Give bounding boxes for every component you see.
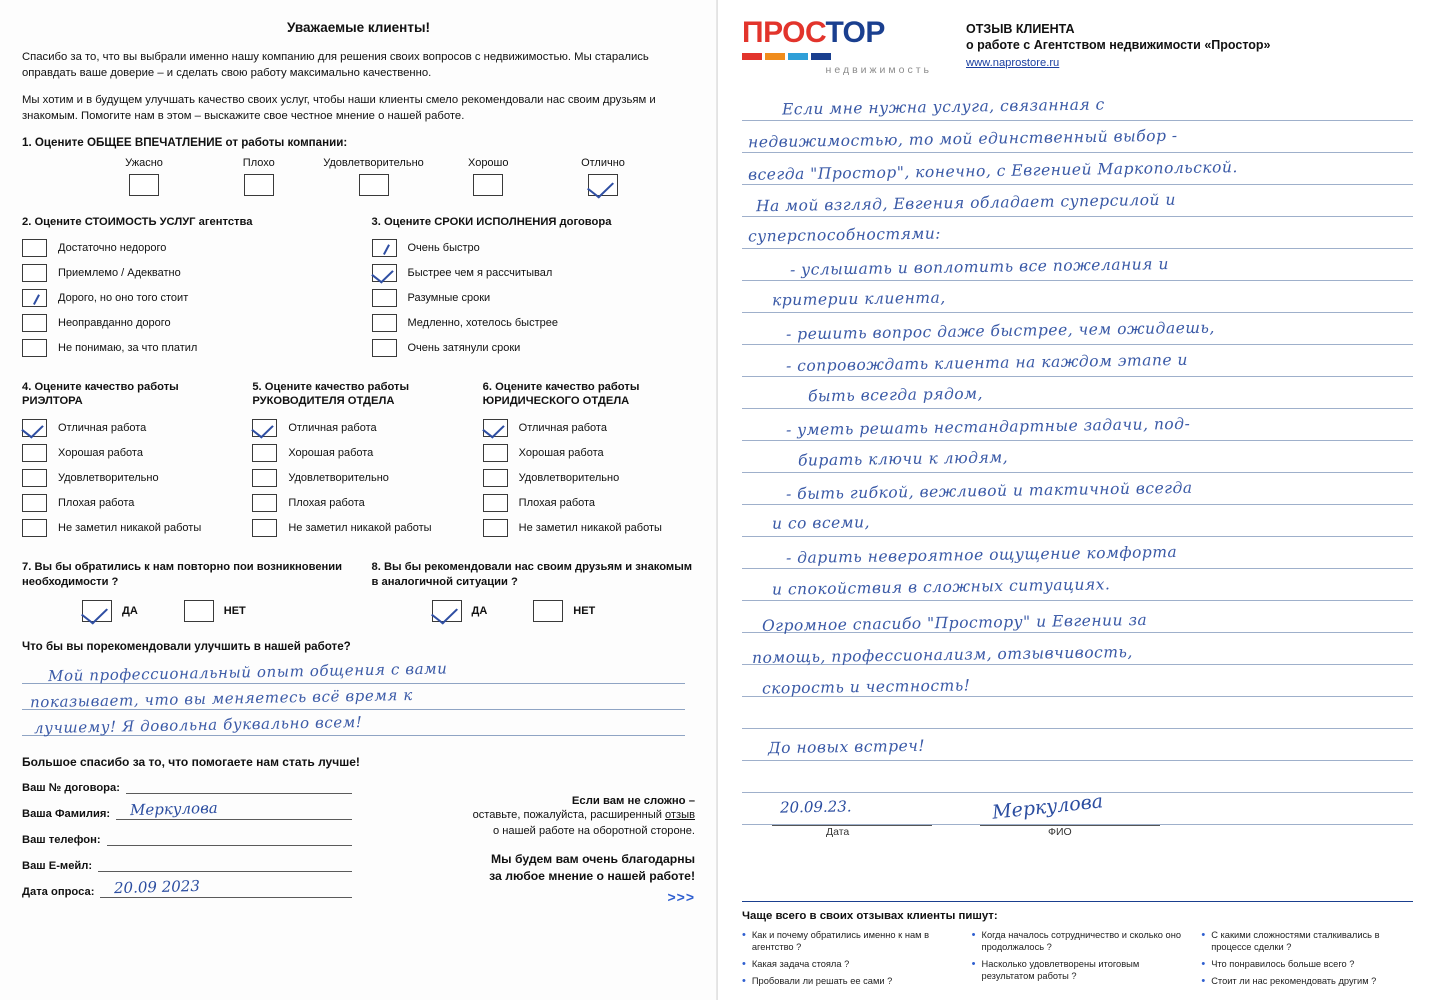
review-line-8: - решить вопрос даже быстрее, чем ожидаешь, (785, 318, 1215, 344)
field-survey-date[interactable] (22, 876, 352, 898)
q3-option-1[interactable] (372, 239, 696, 257)
hint-item (972, 958, 1184, 982)
hint-text: Как и почему обратились именно к нам в агентство ? (751, 929, 930, 952)
recommend-answer-area[interactable] (22, 659, 695, 741)
q3-option-2[interactable] (372, 264, 696, 282)
hints-column-1 (742, 929, 954, 992)
question-7 (22, 560, 346, 622)
q7-no-checkbox[interactable] (184, 600, 214, 622)
review-line-2: недвижимостью, то мой единственный выбор - (747, 126, 1178, 152)
questions-2-3 (22, 215, 695, 364)
scale-label-5: Отлично (581, 157, 625, 170)
q6-checkbox-1[interactable] (483, 419, 508, 437)
q2-label-3: Дорого, но оно того стоит (58, 291, 189, 304)
q3-checkbox-1[interactable] (372, 239, 397, 257)
bullet-icon: • (742, 928, 746, 941)
review-writing-area[interactable] (742, 90, 1413, 880)
field-email-label: Ваш Е-мейл: (22, 859, 93, 872)
footer (22, 779, 695, 909)
hints-title: Чаще всего в своих отзывах клиенты пишут: (742, 909, 998, 922)
intro-paragraph-1: Спасибо за то, что вы выбрали именно нашу компанию для решения своих вопросов с недвижимостью. Мы старались оправдать ваше доверие – и сделать свою работу максимально качественно. (22, 51, 649, 80)
review-line-20: До новых встреч! (767, 736, 926, 758)
thanks-text: Большое спасибо за то, что помогаете нам стать лучше! (22, 754, 360, 769)
q3-option-3[interactable] (372, 289, 696, 307)
question-3-text: Оцените СРОКИ ИСПОЛНЕНИЯ договора (383, 216, 612, 229)
recommend-handwriting-line-1: Мой профессиональный опыт общения с вами (47, 659, 448, 686)
q3-checkbox-5[interactable] (372, 339, 397, 357)
q6-option-1[interactable] (483, 419, 695, 437)
review-line-7: критерии клиента, (771, 288, 946, 310)
question-4-number: 4. (22, 380, 32, 393)
q5-option-5[interactable] (252, 519, 464, 537)
question-2-title (22, 215, 346, 230)
q4-option-1[interactable] (22, 419, 234, 437)
question-8-number: 8. (371, 560, 381, 573)
promo-block (370, 779, 695, 909)
question-4-text: Оцените качество работы РИЭЛТОРА (22, 380, 179, 408)
scale-label-4: Хорошо (467, 157, 509, 170)
question-5-title (252, 380, 464, 410)
q4-checkbox-4[interactable] (22, 494, 47, 512)
q7-yes[interactable] (82, 600, 138, 622)
q5-checkbox-5[interactable] (252, 519, 277, 537)
question-8-choices (372, 600, 696, 622)
q4-option-5[interactable] (22, 519, 234, 537)
q3-option-5[interactable] (372, 339, 696, 357)
q6-option-3[interactable] (483, 469, 695, 487)
q5-label-1: Отличная работа (288, 421, 377, 434)
promo-line-3: о нашей работе на оборотной стороне. (493, 824, 695, 837)
review-line-15: - дарить невероятное ощущение комфорта (785, 542, 1178, 568)
field-surname[interactable] (22, 798, 352, 820)
hints-column-3 (1201, 929, 1413, 992)
question-6 (483, 380, 695, 544)
q5-option-4[interactable] (252, 494, 464, 512)
promo-link-review[interactable]: отзыв (665, 808, 695, 821)
signature-date-label: Дата (826, 826, 850, 838)
q4-checkbox-2[interactable] (22, 444, 47, 462)
field-surname-input[interactable] (116, 798, 352, 820)
question-7-title (22, 560, 346, 590)
recommend-handwriting-line-3: лучшему! Я довольна буквально всем! (33, 712, 363, 738)
q4-label-4: Плохая работа (58, 496, 135, 509)
q5-label-5: Не заметил никакой работы (288, 521, 432, 534)
q3-checkbox-4[interactable] (372, 314, 397, 332)
q4-label-1: Отличная работа (58, 421, 147, 434)
promo-arrows: >>> (667, 889, 695, 906)
hint-text: Когда началось сотрудничество и сколько оно продолжалось ? (981, 929, 1182, 952)
q6-checkbox-5[interactable] (483, 519, 508, 537)
question-2-text: Оцените СТОИМОСТЬ УСЛУГ агентства (34, 216, 253, 229)
q4-option-3[interactable] (22, 469, 234, 487)
q6-checkbox-4[interactable] (483, 494, 508, 512)
review-line-11: - уметь решать нестандартные задачи, под- (785, 414, 1191, 440)
q3-label-4: Медленно, хотелось быстрее (407, 316, 558, 329)
q6-label-4: Плохая работа (518, 496, 596, 509)
review-line-17: Огромное спасибо "Простору" и Евгении за (761, 610, 1148, 636)
question-5-text: Оцените качество работы РУКОВОДИТЕЛЯ ОТДЕЛА (252, 380, 410, 408)
question-8-text: Вы бы рекомендовали нас своим друзьям и знакомым в аналогичной ситуации ? (371, 560, 693, 588)
scale-option-3[interactable] (322, 157, 426, 201)
company-website-link[interactable]: www.naprostore.ru (966, 57, 1060, 69)
q8-yes-checkbox[interactable] (432, 600, 462, 622)
q5-checkbox-2[interactable] (252, 444, 277, 462)
logo-wordmark-part1: ПРОС (742, 16, 826, 49)
q2-checkbox-5[interactable] (22, 339, 47, 357)
q2-label-2: Приемлемо / Адекватно (58, 266, 181, 279)
q8-yes[interactable] (432, 600, 488, 622)
q6-label-3: Удовлетворительно (518, 471, 620, 484)
review-title: ОТЗЫВ КЛИЕНТА (966, 22, 1075, 36)
q5-option-2[interactable] (252, 444, 464, 462)
scale-checkbox-1[interactable] (129, 174, 159, 196)
field-surname-value: Меркулова (129, 798, 219, 820)
question-6-text: Оцените качество работы ЮРИДИЧЕСКОГО ОТДЕЛА (482, 380, 640, 408)
q2-label-4: Неоправданно дорого (58, 316, 171, 329)
q4-label-5: Не заметил никакой работы (58, 521, 202, 534)
question-8-title (372, 560, 696, 590)
hints-columns (742, 929, 1413, 992)
question-6-number: 6. (482, 380, 492, 393)
q7-yes-label: ДА (122, 604, 138, 617)
q6-checkbox-3[interactable] (483, 469, 508, 487)
review-line-1: Если мне нужна услуга, связанная с (781, 95, 1105, 119)
q4-label-2: Хорошая работа (58, 446, 143, 459)
question-6-title (483, 380, 695, 410)
scale-option-4[interactable] (436, 157, 540, 201)
review-line-10: быть всегда рядом, (807, 384, 984, 406)
hints-box (742, 901, 1413, 992)
q4-checkbox-3[interactable] (22, 469, 47, 487)
bullet-icon: • (971, 957, 976, 970)
q8-no[interactable] (533, 600, 595, 622)
q2-checkbox-2[interactable] (22, 264, 47, 282)
hint-text: Пробовали ли решать ее сами ? (751, 975, 893, 986)
logo-wordmark-part2: ТОР (825, 16, 885, 49)
bullet-icon: • (742, 957, 746, 970)
q2-option-3[interactable] (22, 289, 346, 307)
review-line-4: На мой взгляд, Евгения обладает суперсилой и (755, 190, 1177, 216)
q5-option-1[interactable] (252, 419, 464, 437)
scale-label-2: Плохо (242, 157, 275, 170)
q7-no[interactable] (184, 600, 246, 622)
review-line-12: бирать ключи к людям, (797, 448, 1009, 470)
q5-label-4: Плохая работа (288, 496, 365, 509)
field-surname-label: Ваша Фамилия: (22, 807, 111, 820)
field-contract-number-label: Ваш № договора: (22, 781, 120, 794)
q4-option-2[interactable] (22, 444, 234, 462)
q5-checkbox-3[interactable] (252, 469, 277, 487)
logo-wordmark (742, 18, 932, 48)
scale-label-3: Удовлетворительно (323, 157, 424, 170)
question-8 (372, 560, 696, 622)
field-survey-date-label: Дата опроса: (22, 885, 95, 898)
q3-checkbox-2[interactable] (372, 264, 397, 282)
scale-checkbox-4[interactable] (473, 174, 503, 196)
hint-item (742, 958, 954, 970)
field-email[interactable] (22, 857, 352, 872)
bullet-icon: • (742, 974, 746, 987)
question-1-text: Оцените ОБЩЕЕ ВПЕЧАТЛЕНИЕ от работы компании: (34, 136, 348, 150)
company-logo (742, 18, 932, 76)
question-2 (22, 215, 346, 364)
questions-4-5-6 (22, 380, 695, 544)
q2-option-5[interactable] (22, 339, 346, 357)
question-1-number: 1. (22, 136, 32, 150)
hint-text: Насколько удовлетворены итоговым результатом работы ? (981, 958, 1140, 981)
hint-item (972, 929, 1184, 953)
promo-line-1: Если вам не сложно – (571, 794, 695, 807)
review-line-5: суперспособностями: (747, 224, 942, 246)
q8-no-checkbox[interactable] (533, 600, 563, 622)
scale-option-1[interactable] (92, 157, 196, 201)
question-1-scale (22, 157, 695, 201)
q6-option-5[interactable] (483, 519, 695, 537)
q6-checkbox-2[interactable] (483, 444, 508, 462)
scale-option-5[interactable] (551, 157, 655, 201)
field-phone-input[interactable] (107, 831, 352, 846)
q5-label-3: Удовлетворительно (288, 471, 389, 484)
question-7-choices (22, 600, 346, 622)
promo-big-1: Мы будем вам очень благодарны (491, 852, 695, 867)
question-5-number: 5. (252, 380, 262, 393)
question-1-title (22, 136, 695, 149)
q2-label-5: Не понимаю, за что платил (58, 341, 198, 354)
review-line-9: - сопровождать клиента на каждом этапе и (785, 350, 1189, 376)
q3-option-4[interactable] (372, 314, 696, 332)
scale-checkbox-3[interactable] (359, 174, 389, 196)
field-contract-number-input[interactable] (126, 779, 352, 794)
field-phone-label: Ваш телефон: (22, 833, 101, 846)
questions-7-8 (22, 560, 695, 622)
signature-date-value: 20.09.23. (779, 797, 852, 817)
hint-text: С какими сложностями сталкивались в процессе сделки ? (1211, 929, 1380, 952)
signature-name-label: ФИО (1048, 826, 1072, 838)
question-5 (252, 380, 464, 544)
promo-line-2a: оставьте, пожалуйста, расширенный (472, 808, 666, 821)
hint-text: Какая задача стояла ? (751, 958, 850, 969)
question-7-text: Вы бы обратились к нам повторно пои возникновении необходимости ? (22, 560, 343, 588)
page-title: Уважаемые клиенты! (287, 20, 430, 35)
q2-checkbox-4[interactable] (22, 314, 47, 332)
logo-bars-icon (742, 53, 932, 60)
hints-column-2 (972, 929, 1184, 992)
review-header (742, 18, 1413, 76)
signature-labels (742, 826, 1413, 844)
q3-label-5: Очень затянули сроки (407, 341, 521, 354)
hint-text: Стоит ли нас рекомендовать другим ? (1211, 975, 1377, 986)
q4-label-3: Удовлетворительно (58, 471, 159, 484)
review-subtitle: о работе с Агентством недвижимости «Простор» (966, 38, 1271, 52)
client-fields (22, 779, 352, 909)
promo-line-2 (370, 807, 695, 823)
q4-checkbox-5[interactable] (22, 519, 47, 537)
hint-item (742, 975, 954, 987)
q4-checkbox-1[interactable] (22, 419, 47, 437)
field-phone[interactable] (22, 831, 352, 846)
review-line-13: - быть гибкой, вежливой и тактичной всегда (785, 478, 1193, 504)
bullet-icon: • (1201, 928, 1206, 941)
logo-subtitle: недвижимость (825, 64, 932, 76)
scale-checkbox-5[interactable] (588, 174, 618, 196)
q2-option-4[interactable] (22, 314, 346, 332)
scale-label-1: Ужасно (125, 157, 163, 170)
q4-option-4[interactable] (22, 494, 234, 512)
q6-label-1: Отличная работа (518, 421, 607, 434)
hint-item (1201, 975, 1413, 987)
q5-checkbox-4[interactable] (252, 494, 277, 512)
question-3-title (372, 215, 696, 230)
question-3 (372, 215, 696, 364)
field-survey-date-input[interactable] (100, 876, 352, 898)
q6-option-2[interactable] (483, 444, 695, 462)
bullet-icon: • (1201, 974, 1206, 987)
q3-checkbox-3[interactable] (372, 289, 397, 307)
review-header-text (966, 18, 1271, 69)
promo-big-2: за любое мнение о нашей работе! (489, 869, 695, 884)
q5-label-2: Хорошая работа (288, 446, 374, 459)
q6-option-4[interactable] (483, 494, 695, 512)
question-4 (22, 380, 234, 544)
field-email-input[interactable] (98, 857, 352, 872)
scale-checkbox-2[interactable] (244, 174, 274, 196)
q3-label-2: Быстрее чем я рассчитывал (407, 266, 553, 279)
q7-no-label: НЕТ (223, 604, 246, 617)
q2-checkbox-3[interactable] (22, 289, 47, 307)
q2-option-1[interactable] (22, 239, 346, 257)
question-3-number: 3. (371, 216, 381, 229)
hint-item (1201, 929, 1413, 953)
signature-scribble: Меркулова (991, 790, 1105, 824)
question-4-title (22, 380, 234, 410)
intro-paragraph-2: Мы хотим и в будущем улучшать качество своих услуг, чтобы наши клиенты смело рекомендовали нас своим друзьям и знакомым. Помогите нам в этом – выскажите свое честное мнение о нашей работе. (22, 94, 656, 123)
q2-option-2[interactable] (22, 264, 346, 282)
right-page (717, 0, 1433, 1000)
review-line-14: и со всеми, (771, 513, 871, 533)
field-survey-date-value: 20.09 2023 (114, 876, 201, 898)
hint-item (742, 929, 954, 953)
question-2-number: 2. (22, 216, 32, 229)
q8-yes-label: ДА (471, 604, 488, 617)
bullet-icon: • (971, 928, 976, 941)
q2-checkbox-1[interactable] (22, 239, 47, 257)
q6-label-5: Не заметил никакой работы (518, 521, 662, 534)
review-line-6: - услышать и воплотить все пожелания и (789, 255, 1170, 279)
review-line-3: всегда "Простор", конечно, с Евгенией Маркопольской. (747, 158, 1238, 184)
q5-checkbox-1[interactable] (252, 419, 277, 437)
recommend-title: Что бы вы порекомендовали улучшить в нашей работе? (22, 639, 351, 653)
q2-label-1: Достаточно недорого (58, 241, 167, 254)
bullet-icon: • (1201, 957, 1206, 970)
hint-text: Что понравилось больше всего ? (1211, 958, 1355, 969)
review-line-19: скорость и честность! (761, 676, 971, 698)
review-line-16: и спокойствия в сложных ситуациях. (771, 575, 1111, 599)
field-contract-number[interactable] (22, 779, 352, 794)
q5-option-3[interactable] (252, 469, 464, 487)
q3-label-3: Разумные сроки (407, 291, 491, 304)
hint-item (1201, 958, 1413, 970)
question-7-number: 7. (22, 560, 32, 573)
scale-option-2[interactable] (207, 157, 311, 201)
q7-yes-checkbox[interactable] (82, 600, 112, 622)
q3-label-1: Очень быстро (407, 241, 480, 254)
q6-label-2: Хорошая работа (518, 446, 604, 459)
review-line-18: помощь, профессионализм, отзывчивость, (751, 643, 1133, 667)
q8-no-label: НЕТ (573, 604, 596, 617)
recommend-handwriting-line-2: показывает, что вы меняетесь всё время к (29, 685, 414, 712)
